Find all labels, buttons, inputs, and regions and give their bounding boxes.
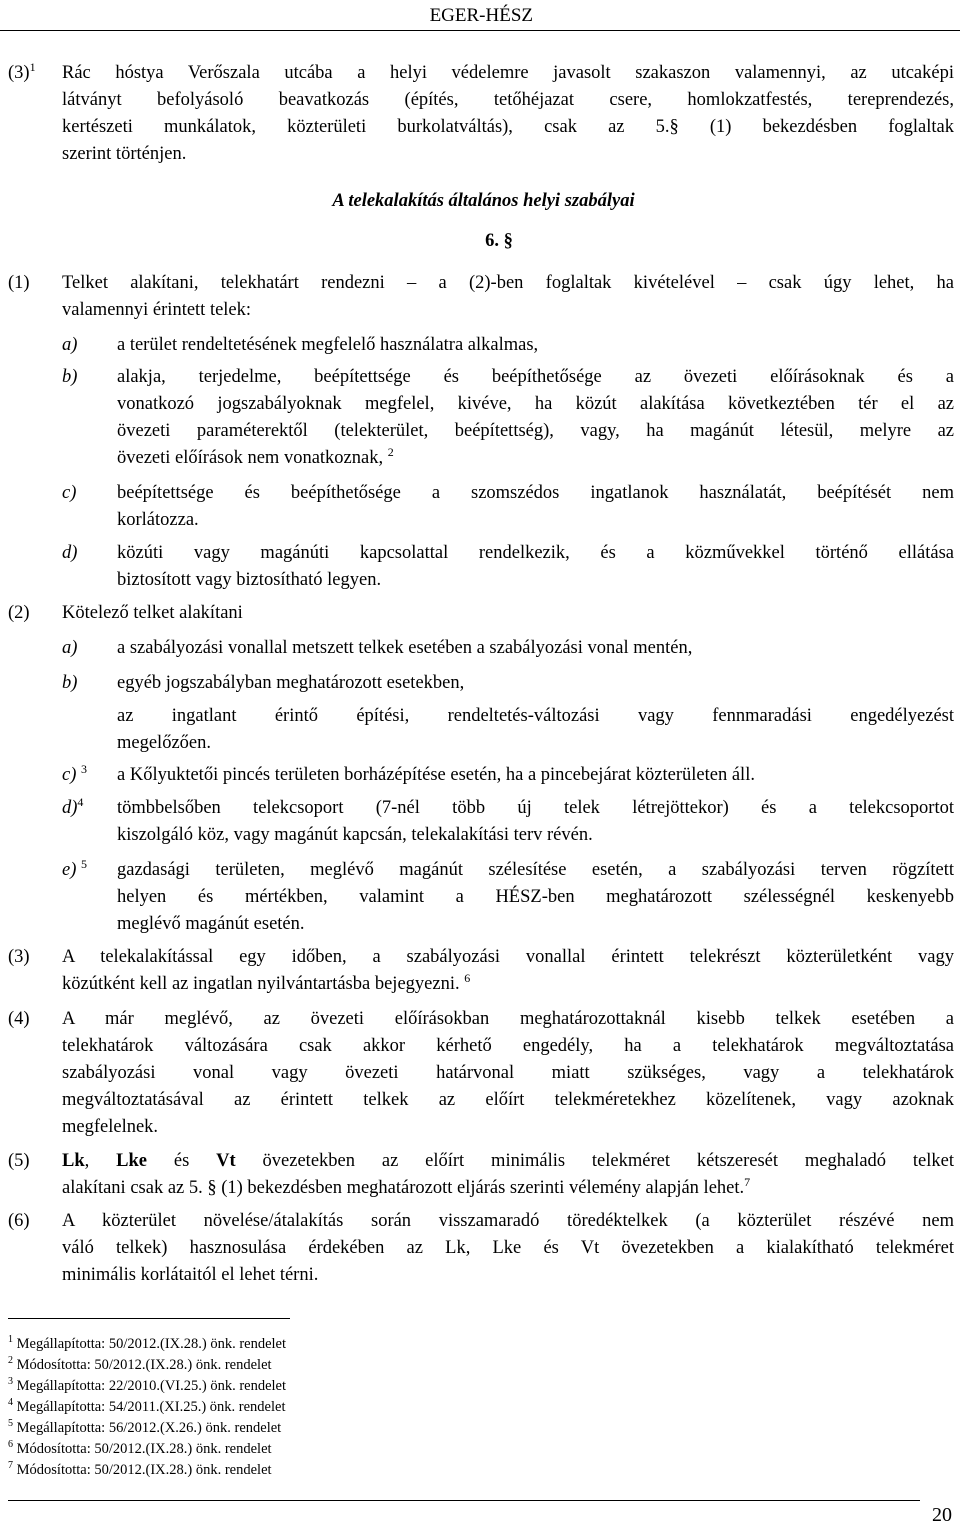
text-line: biztosított vagy biztosítható legyen. <box>117 570 382 590</box>
text-line: Telket alakítani, telekhatárt rendezni – a (2)-ben foglaltak kivételével – csak úgy lehet, ha <box>62 273 954 293</box>
header-rule <box>0 30 960 31</box>
list-item <box>117 795 954 849</box>
paragraph-5 <box>62 1148 954 1202</box>
list-item: a szabályozási vonallal metszett telkek esetében a szabályozási vonal mentén, <box>117 638 693 658</box>
paragraph-number: (1) <box>8 273 30 293</box>
paragraph-1 <box>62 270 954 324</box>
footnote: $^3$ Megállapította: 22/2010.(VI.25.) önk. rendelet <box>8 1376 287 1394</box>
running-header: EGER-HÉSZ <box>429 5 533 26</box>
page-number: 20 <box>932 1504 952 1526</box>
text-line: megfelelnek. <box>62 1117 159 1137</box>
text-line: megváltoztatásával az érintett telkek az előírt telekméretekhez közelítenek, vagy azoknak <box>62 1090 954 1110</box>
text-line: kertészeti munkálatok, közterületi burkolatváltás), csak az 5.§ (1) bekezdésben foglaltak <box>62 117 954 137</box>
item-label: c) $^3$ <box>62 761 87 785</box>
text-line: alakja, terjedelme, beépítettsége és beépíthetősége az övezeti előírásoknak és a <box>117 367 954 387</box>
text-line: Lk, Lke és Vt övezetekben az előírt minimális telekméret kétszeresét meghaladó telket <box>62 1151 954 1171</box>
text-line: övezeti előírások nem vonatkoznak, <box>117 448 384 468</box>
footnote: $^6$ Módosította: 50/2012.(IX.28.) önk. rendelet <box>8 1439 272 1457</box>
text-line: kiszolgáló köz, vagy magánút kapcsán, telekalakítási terv révén. <box>117 825 593 845</box>
paragraph-4 <box>62 1006 954 1141</box>
list-item <box>117 703 954 757</box>
text-line: az ingatlant érintő építési, rendeltetés-változási vagy fennmaradási engedélyezést <box>117 706 954 726</box>
paragraph-number: $(3)^1$ <box>8 59 36 83</box>
text-line: övezeti paraméterektől (telekterület, beépítettség), vagy, ha magánút létesül, melyre az <box>117 421 954 441</box>
footnote: $^4$ Megállapította: 54/2011.(XI.25.) önk. rendelet <box>8 1397 286 1415</box>
text-line: Rác hóstya Verőszala utcába a helyi védelemre javasolt szakaszon valamennyi, az utcaképi <box>62 63 954 83</box>
item-label: c) <box>62 483 77 503</box>
footnote-ref: 2 <box>387 444 394 459</box>
item-label: a) <box>62 638 78 658</box>
text-line: gazdasági területen, meglévő magánút szélesítése esetén, a szabályozási terven rögzített <box>117 860 954 880</box>
text-line: telekhatárok változására csak akkor kérhető engedély, ha a telekhatárok megváltoztatása <box>62 1036 954 1056</box>
paragraph-number: (3) <box>8 947 30 967</box>
list-item <box>117 480 954 534</box>
item-label: e) $^5$ <box>62 856 87 880</box>
footnote-ref: 6 <box>464 970 471 985</box>
text-line: beépítettsége és beépíthetősége a szomszédos ingatlanok használatát, beépítését nem <box>117 483 954 503</box>
paragraph-number: (4) <box>8 1009 30 1029</box>
footnote-ref: 7 <box>744 1174 751 1189</box>
footnote: $^1$ Megállapította: 50/2012.(IX.28.) önk. rendelet <box>8 1334 287 1352</box>
text-line: meglévő magánút esetén. <box>117 914 305 934</box>
item-label: b) <box>62 673 78 693</box>
list-item <box>117 540 954 594</box>
footnote-separator <box>8 1318 290 1319</box>
text-line: látványt befolyásoló beavatkozás (építés, tetőhéjazat csere, homlokzatfestés, tereprendezés, <box>62 90 954 110</box>
paragraph-number: (5) <box>8 1151 30 1171</box>
text-line: A már meglévő, az övezeti előírásokban meghatározottaknál kisebb telkek esetében a <box>62 1009 954 1029</box>
list-item: a Kőlyuktetői pincés területen borházépítése esetén, ha a pincebejárat közterületen áll. <box>117 765 755 785</box>
footer-rule <box>8 1500 920 1501</box>
text-line: valamennyi érintett telek: <box>62 300 252 320</box>
text-line: megelőzően. <box>117 733 211 753</box>
footnote: $^2$ Módosította: 50/2012.(IX.28.) önk. rendelet <box>8 1355 272 1373</box>
list-item: egyéb jogszabályban meghatározott esetekben, <box>117 673 465 693</box>
text-line: tömbbelsőben telekcsoport (7-nél több új telek létrejöttekor) és a telekcsoportot <box>117 798 954 818</box>
list-item <box>117 857 954 938</box>
item-label: a) <box>62 335 78 355</box>
text-line: minimális korlátaitól el lehet térni. <box>62 1265 319 1285</box>
text-line: szerint történjen. <box>62 144 187 164</box>
paragraph-2-lead: Kötelező telket alakítani <box>62 603 243 623</box>
paragraph-number: (2) <box>8 603 30 623</box>
text-line: közútként kell az ingatlan nyilvántartásba bejegyezni. <box>62 974 460 994</box>
text-line: korlátozza. <box>117 510 199 530</box>
section-number: 6. § <box>485 231 513 251</box>
item-label: d) <box>62 543 78 563</box>
text-line: alakítani csak az 5. § (1) bekezdésben meghatározott eljárás szerinti vélemény alapján lehet.$^7$ <box>62 1174 751 1198</box>
item-label: b) <box>62 367 78 387</box>
text-line: váló telkek) hasznosulása érdekében az Lk, Lke és Vt övezetekben a kialakítható telekméret <box>62 1238 954 1258</box>
footnote: $^7$ Módosította: 50/2012.(IX.28.) önk. rendelet <box>8 1460 272 1478</box>
text-line: helyen és mértékben, valamint a HÉSZ-ben meghatározott szélességnél keskenyebb <box>117 887 954 907</box>
paragraph-3 <box>62 944 954 998</box>
text-line: A telekalakítással egy időben, a szabályozási vonallal érintett telekrészt közterületként vagy <box>62 947 954 967</box>
text-line: vonatkozó jogszabályoknak megfelel, kivéve, ha közút alakítása következtében tér el az <box>117 394 954 414</box>
text-line: A közterület növelése/átalakítás során visszamaradó töredéktelkek (a közterület részévé nem <box>62 1211 954 1231</box>
paragraph-number: (6) <box>8 1211 30 1231</box>
section-title: A telekalakítás általános helyi szabályai <box>332 191 635 211</box>
item-label: d)$^4$ <box>62 794 84 818</box>
paragraph-6 <box>62 1208 954 1289</box>
footnote: $^5$ Megállapította: 56/2012.(X.26.) önk. rendelet <box>8 1418 282 1436</box>
list-item <box>117 364 954 472</box>
text-line: közúti vagy magánúti kapcsolattal rendelkezik, és a közművekkel történő ellátása <box>117 543 954 563</box>
text-line: szabályozási vonal vagy övezeti határvonal miatt szükséges, vagy a telekhatárok <box>62 1063 954 1083</box>
paragraph-3-prev <box>62 60 954 168</box>
list-item: a terület rendeltetésének megfelelő használatra alkalmas, <box>117 335 539 355</box>
